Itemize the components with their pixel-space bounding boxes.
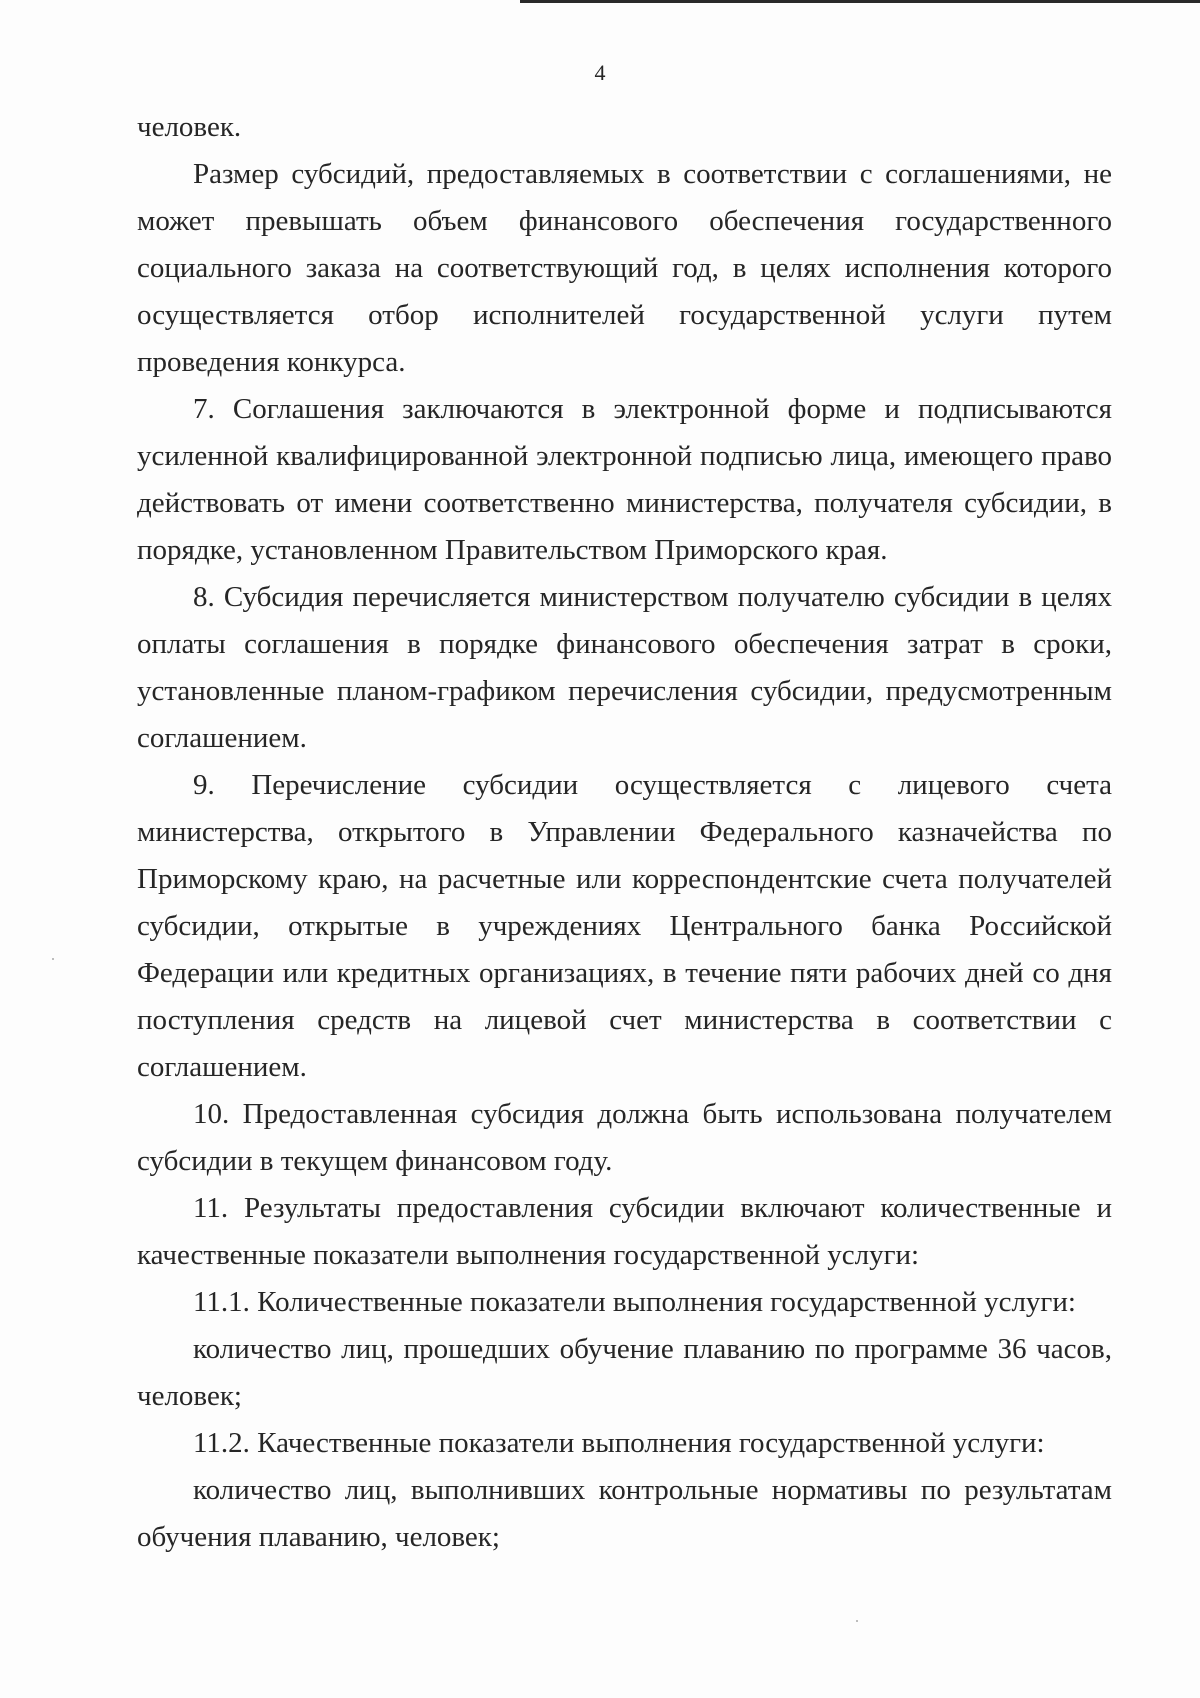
paragraph-item-8: 8. Субсидия перечисляется министерством получателю субсидии в целях оплаты соглашения в порядке финансового обеспечения затрат в сроки, установленные планом-графиком перечисления субсидии, предусмотренным соглашением. (137, 581, 1112, 754)
paragraph-subsidy-size: Размер субсидий, предоставляемых в соответствии с соглашениями, не может превышать объем финансового обеспечения государственного социального заказа на соответствующий год, в целях исполнения которого осуществляется отбор исполнителей государственной услуги путем проведения конкурса. (137, 158, 1112, 378)
paragraph-item-10: 10. Предоставленная субсидия должна быть использована получателем субсидии в текущем финансовом году. (137, 1098, 1112, 1177)
paragraph-continuation: человек. (137, 111, 242, 143)
paragraph-indicator-trained: количество лиц, прошедших обучение плаванию по программе 36 часов, человек; (137, 1333, 1112, 1412)
paragraph-item-7: 7. Соглашения заключаются в электронной форме и подписываются усиленной квалифицированной электронной подписью лица, имеющего право действовать от имени соответственно министерства, получателя субсидии, в порядке, установленном Правительством Приморского края. (137, 393, 1112, 566)
scan-speck (856, 1620, 858, 1622)
paragraph-indicator-standards: количество лиц, выполнивших контрольные нормативы по результатам обучения плаванию, человек; (137, 1474, 1112, 1553)
page-number: 4 (594, 60, 606, 85)
document-body (137, 104, 1112, 1561)
paragraph-item-11-2: 11.2. Качественные показатели выполнения государственной услуги: (193, 1427, 1045, 1459)
paragraph-item-9: 9. Перечисление субсидии осуществляется с лицевого счета министерства, открытого в Управлении Федерального казначейства по Приморскому краю, на расчетные или корреспондентские счета получателей субсидии, открытые в учреждениях Центрального банка Российской Федерации или кредитных организациях, в течение пяти рабочих дней со дня поступления средств на лицевой счет министерства в соответствии с соглашением. (137, 769, 1112, 1083)
paragraph-item-11: 11. Результаты предоставления субсидии включают количественные и качественные показатели выполнения государственной услуги: (137, 1192, 1112, 1271)
paragraph-item-11-1: 11.1. Количественные показатели выполнения государственной услуги: (193, 1286, 1076, 1318)
scan-edge-line (520, 0, 1200, 3)
scan-speck (52, 958, 54, 960)
